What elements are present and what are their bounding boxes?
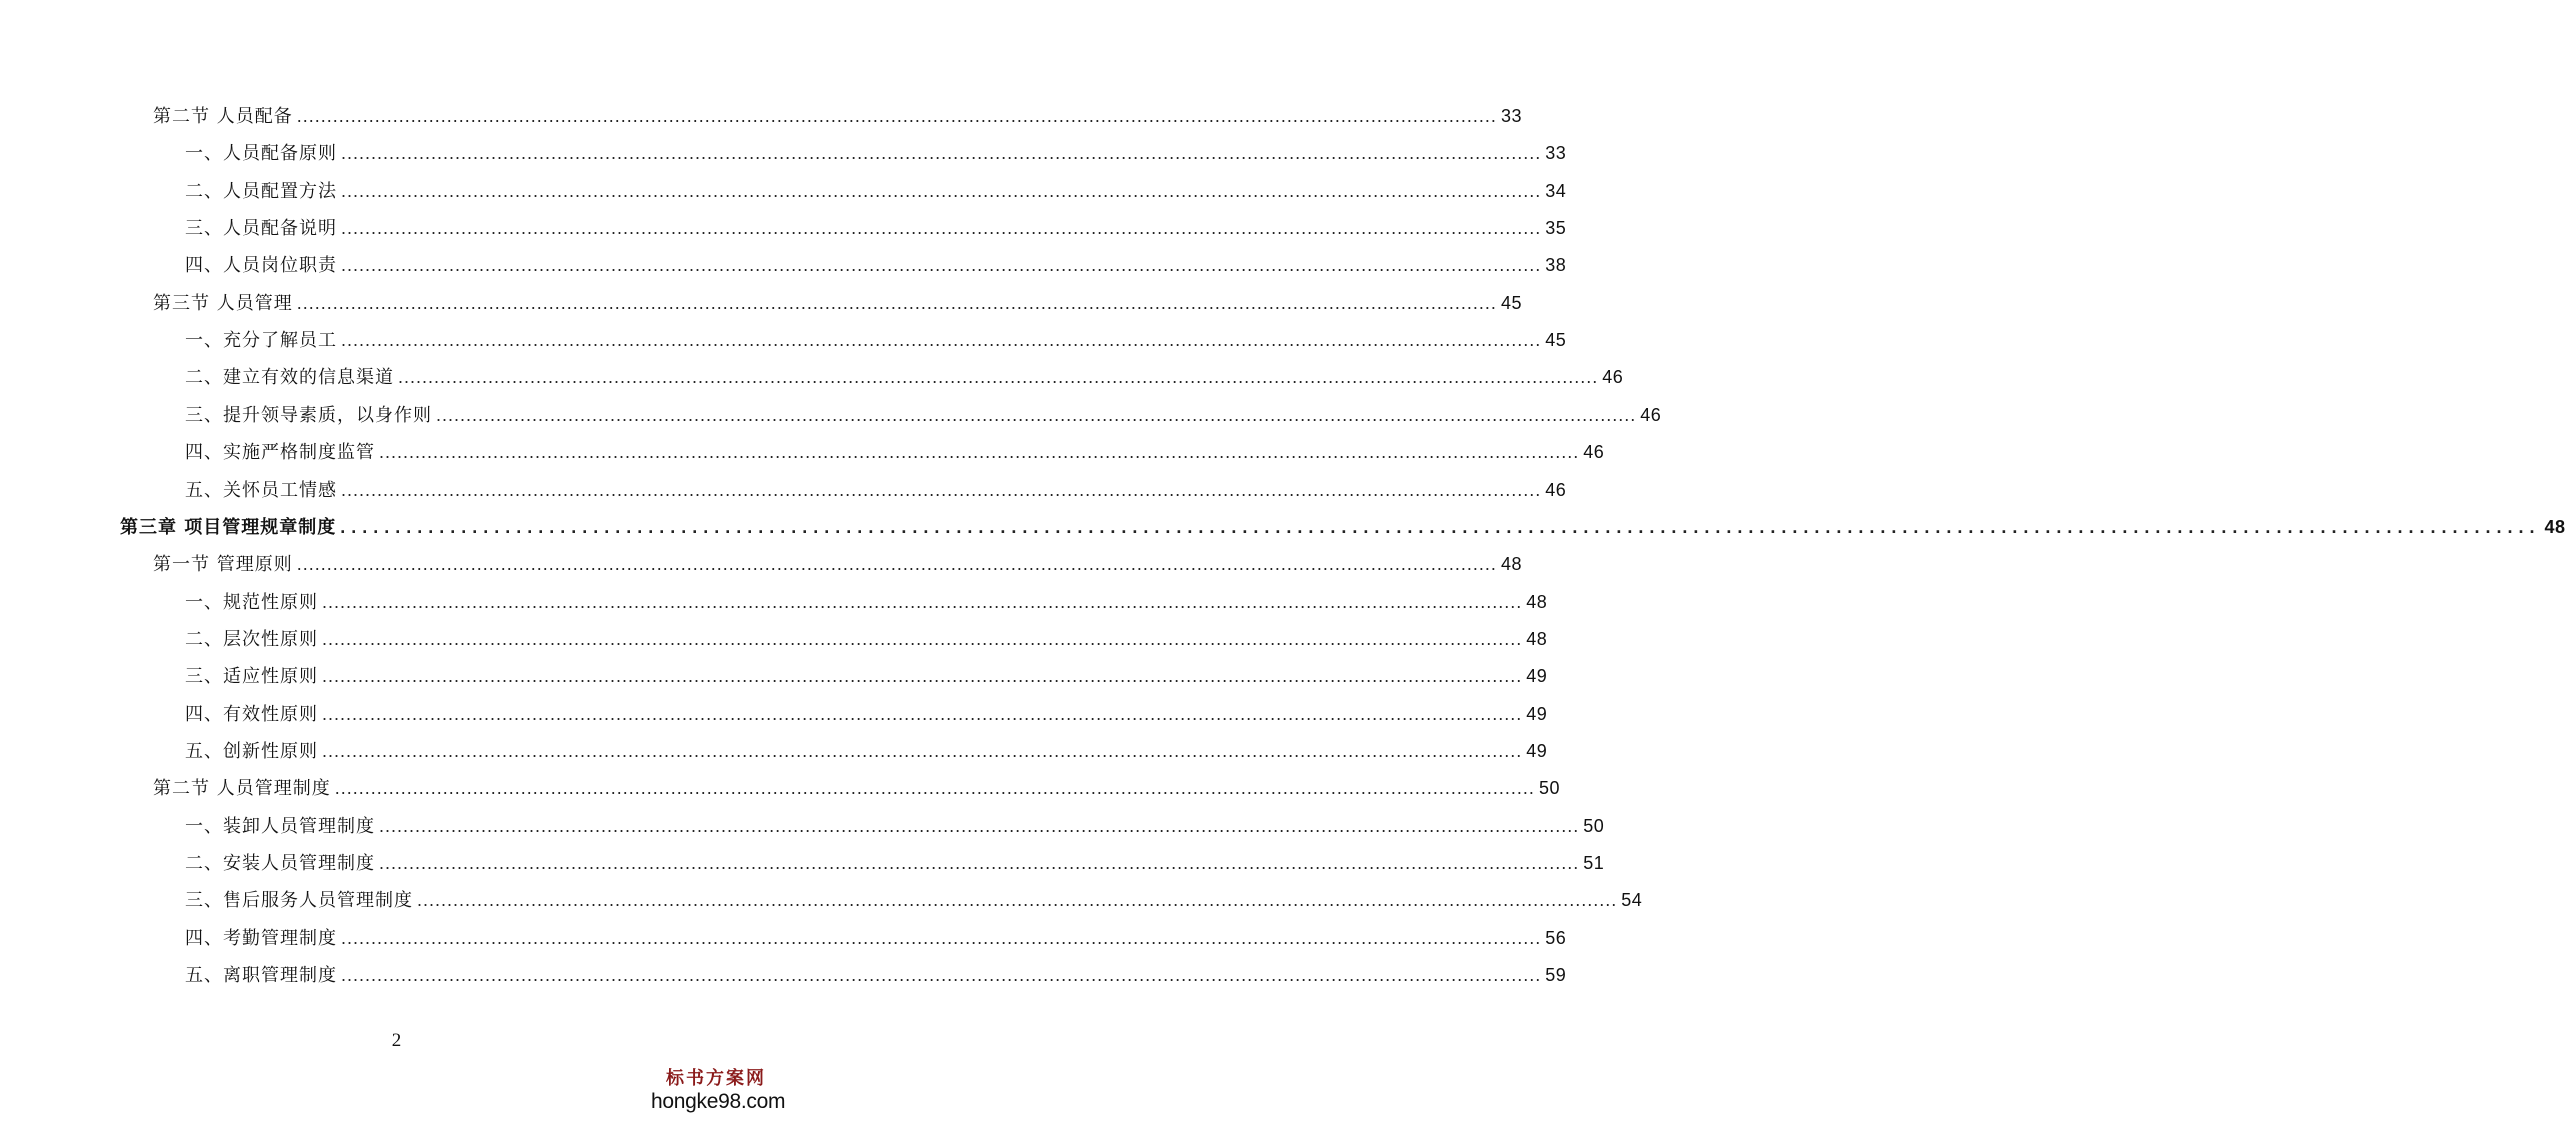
toc-page-number: 50 — [1583, 815, 1605, 836]
toc-page-number: 50 — [1538, 778, 1560, 799]
toc-entry-label: 三、适应性原则 — [185, 666, 318, 688]
toc-dot-leader: ........................................................................................................................................................................................................ — [296, 292, 1497, 313]
toc-entry-label: 二、人员配置方法 — [185, 180, 337, 202]
toc-page-number: 46 — [1545, 479, 1567, 500]
toc-entry-label: 五、关怀员工情感 — [185, 479, 337, 501]
toc-subsection-entry — [185, 362, 1624, 392]
toc-page-number: 59 — [1545, 965, 1567, 986]
toc-subsection-entry — [185, 923, 1567, 953]
toc-page-number: 46 — [1583, 442, 1605, 463]
toc-page-number: 45 — [1500, 292, 1522, 313]
toc-dot-leader: ........................................................................................................................................................................................................ — [341, 218, 1542, 239]
toc-page-number: 48 — [1526, 591, 1548, 612]
toc-subsection-entry — [185, 475, 1567, 505]
toc-entry-label: 五、离职管理制度 — [185, 965, 337, 987]
toc-entry-label: 第三章 项目管理规章制度 — [120, 516, 337, 538]
toc-page-number: 49 — [1526, 666, 1548, 687]
toc-subsection-entry — [185, 400, 1662, 430]
watermark-url: hongke98.com — [651, 1090, 786, 1113]
watermark-logo — [651, 1068, 786, 1114]
toc-dot-leader: ........................................................................................................................................................................................................ — [417, 890, 1618, 911]
toc-entry-label: 四、考勤管理制度 — [185, 927, 337, 949]
toc-entry-label: 二、建立有效的信息渠道 — [185, 367, 394, 389]
toc-dot-leader: ........................................................................................................................................................................................................ — [322, 628, 1523, 649]
toc-dot-leader: ........................................................................................................................................................................................................ — [379, 442, 1580, 463]
toc-subsection-entry — [185, 661, 1548, 691]
toc-dot-leader: ........................................................................................................................................................................................................ — [436, 404, 1637, 425]
toc-page-number: 35 — [1545, 218, 1567, 239]
toc-entry-label: 第二节 人员配备 — [153, 106, 293, 127]
toc-subsection-entry — [185, 250, 1567, 280]
toc-entry-label: 三、售后服务人员管理制度 — [185, 890, 413, 912]
toc-subsection-entry — [185, 811, 1605, 841]
toc-dot-leader: ........................................................................................................................................................................................................ — [341, 180, 1542, 201]
toc-entry-label: 一、充分了解员工 — [185, 330, 337, 352]
toc-entry-label: 四、人员岗位职责 — [185, 255, 337, 277]
toc-dot-leader: ........................................................................................................................................................................................................ — [341, 255, 1542, 276]
toc-section-entry — [153, 549, 1522, 579]
toc-dot-leader: ........................................................................................................................................................................................................ — [322, 740, 1523, 761]
toc-subsection-entry — [185, 325, 1567, 355]
toc-dot-leader: ........................................................................................................................................................................................................ — [341, 143, 1542, 164]
toc-entry-label: 第三节 人员管理 — [153, 292, 293, 314]
toc-dot-leader: ........................................................................................................................................................................................................ — [334, 778, 1535, 799]
toc-subsection-entry — [185, 587, 1548, 617]
toc-dot-leader: ........................................................................................................................................................................................................ — [379, 853, 1580, 873]
toc-entry-label: 二、安装人员管理制度 — [185, 853, 375, 874]
toc-page-number: 51 — [1583, 853, 1605, 873]
toc-entry-label: 五、创新性原则 — [185, 740, 318, 762]
toc-dot-leader: ........................................................................................................................................................................................................ — [398, 367, 1599, 388]
toc-subsection-entry — [185, 437, 1605, 467]
toc-entry-label: 一、装卸人员管理制度 — [185, 815, 375, 837]
toc-section-entry — [153, 288, 1522, 318]
toc-page-number: 48 — [1526, 628, 1548, 649]
toc-entry-label: 第一节 管理原则 — [153, 554, 293, 576]
toc-dot-leader: ........................................................................................................................................................................................................ — [340, 516, 2541, 537]
toc-subsection-entry — [185, 699, 1548, 729]
toc-entry-label: 四、有效性原则 — [185, 703, 318, 725]
toc-page-number: 54 — [1621, 890, 1643, 911]
toc-page-number: 33 — [1545, 143, 1567, 164]
watermark-title: 标书方案网 — [666, 1068, 766, 1089]
toc-section-entry — [153, 773, 1560, 803]
toc-page-number: 49 — [1526, 740, 1548, 761]
toc-page-number: 45 — [1545, 330, 1567, 351]
toc-dot-leader: ........................................................................................................................................................................................................ — [341, 965, 1542, 986]
toc-entry-label: 三、提升领导素质，以身作则 — [185, 404, 432, 426]
toc-page-number: 33 — [1500, 106, 1522, 126]
toc-dot-leader: ........................................................................................................................................................................................................ — [322, 591, 1523, 612]
toc-page-number: 48 — [1500, 554, 1522, 575]
toc-page-number: 46 — [1602, 367, 1624, 388]
toc-subsection-entry — [185, 960, 1567, 990]
toc-subsection-entry — [185, 176, 1567, 206]
toc-dot-leader: ........................................................................................................................................................................................................ — [341, 330, 1542, 351]
toc-entry-label: 第二节 人员管理制度 — [153, 778, 331, 800]
toc-entry-label: 一、规范性原则 — [185, 591, 318, 613]
toc-dot-leader: ........................................................................................................................................................................................................ — [322, 703, 1523, 724]
toc-entry-label: 一、人员配备原则 — [185, 143, 337, 165]
toc-dot-leader: ........................................................................................................................................................................................................ — [379, 815, 1580, 836]
page-number: 2 — [391, 1030, 402, 1051]
toc-subsection-entry — [185, 138, 1567, 168]
toc-section-entry — [153, 101, 1522, 131]
toc-page-number: 48 — [2544, 516, 2566, 537]
toc-page-number: 38 — [1545, 255, 1567, 276]
toc-dot-leader: ........................................................................................................................................................................................................ — [341, 479, 1542, 500]
toc-page-number: 56 — [1545, 927, 1567, 948]
toc-dot-leader: ........................................................................................................................................................................................................ — [296, 106, 1497, 126]
toc-subsection-entry — [185, 736, 1548, 766]
toc-page-number: 34 — [1545, 180, 1567, 201]
toc-dot-leader: ........................................................................................................................................................................................................ — [322, 666, 1523, 687]
toc-chapter-entry — [120, 512, 2566, 542]
toc-page-number: 46 — [1640, 404, 1662, 425]
toc-entry-label: 三、人员配备说明 — [185, 218, 337, 240]
toc-subsection-entry — [185, 213, 1567, 243]
toc-dot-leader: ........................................................................................................................................................................................................ — [341, 927, 1542, 948]
toc-page-number: 49 — [1526, 703, 1548, 724]
toc-dot-leader: ........................................................................................................................................................................................................ — [296, 554, 1497, 575]
toc-subsection-entry — [185, 885, 1643, 915]
toc-subsection-entry — [185, 624, 1548, 654]
toc-entry-label: 四、实施严格制度监管 — [185, 442, 375, 464]
toc-entry-label: 二、层次性原则 — [185, 628, 318, 650]
toc-subsection-entry — [185, 848, 1605, 878]
